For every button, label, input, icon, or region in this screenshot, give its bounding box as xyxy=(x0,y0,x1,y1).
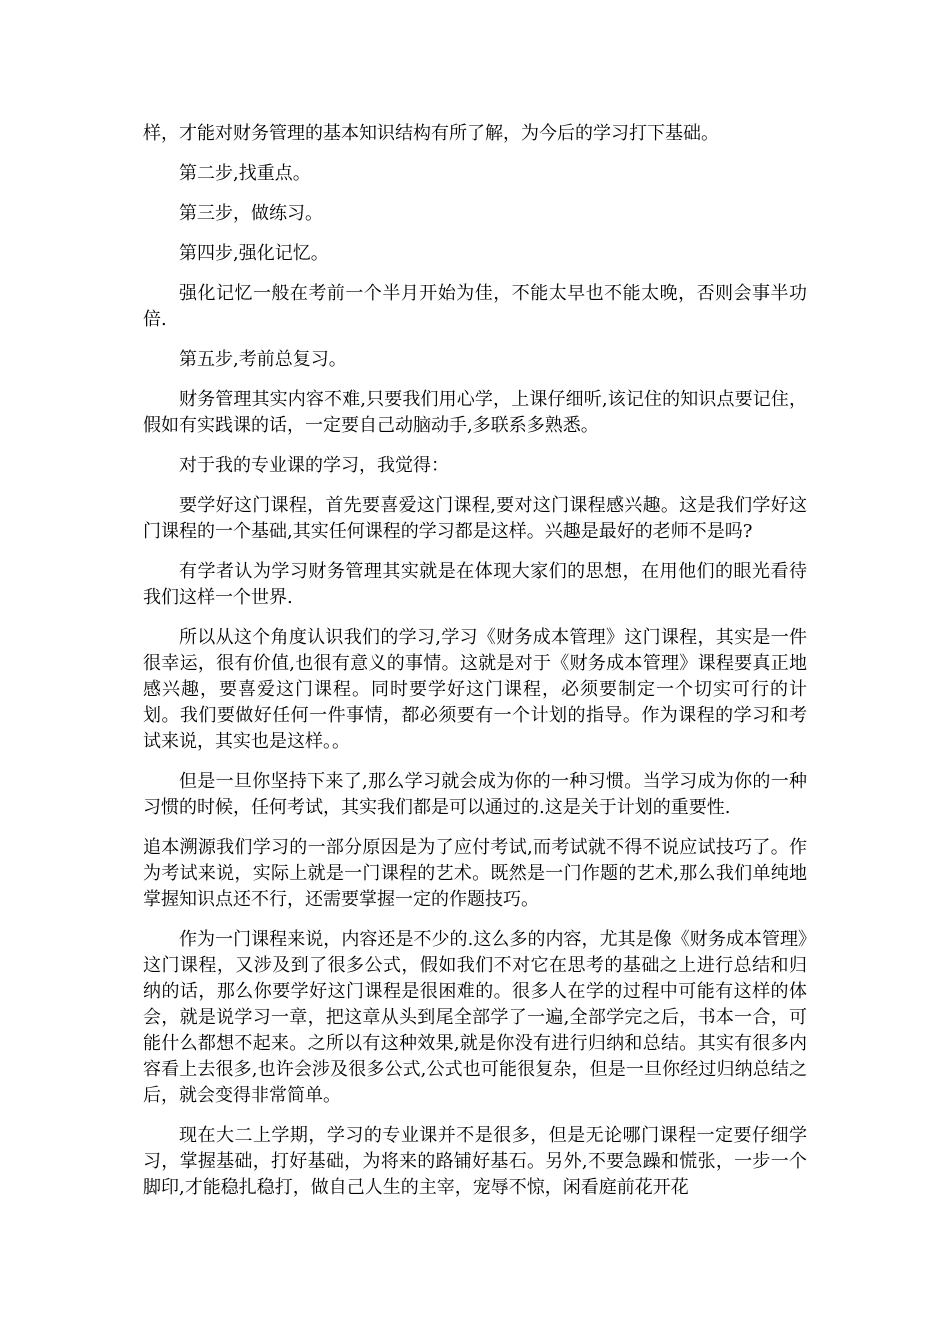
step-five-heading: 第五步,考前总复习。 xyxy=(179,349,347,370)
paragraph-finance-content: 财务管理其实内容不难,只要我们用心学，上课仔细听,该记住的知识点要记住，假如有实践课的话，一定要自己动脑动手,多联系多熟悉。 xyxy=(143,389,807,436)
paragraph-scholars: 有学者认为学习财务管理其实就是在体现大家们的思想，在用他们的眼光看待我们这样一个世界. xyxy=(143,561,807,608)
paragraph-exam-skills: 追本溯源我们学习的一部分原因是为了应付考试,而考试就不得不说应试技巧了。作为考试来说，实际上就是一门课程的艺术。既然是一门作题的艺术,那么我们单纯地掌握知识点还不行，还需要掌握一定的作题技巧。 xyxy=(143,837,807,910)
paragraph-sophomore: 现在大二上学期，学习的专业课并不是很多，但是无论哪门课程一定要仔细学习，掌握基础，打好基础，为将来的路铺好基石。另外,不要急躁和慌张，一步一个脚印,才能稳扎稳打，做自己人生的主宰，宠辱不惊，闲看庭前花开花 xyxy=(143,1125,807,1198)
paragraph-memory: 强化记忆一般在考前一个半月开始为佳，不能太早也不能太晚，否则会事半功倍. xyxy=(143,283,807,330)
step-two-heading: 第二步,找重点。 xyxy=(179,163,311,184)
paragraph-summary: 作为一门课程来说，内容还是不少的.这么多的内容，尤其是像《财务成本管理》这门课程，又涉及到了很多公式，假如我们不对它在思考的基础之上进行总结和归纳的话，那么你要学好这门课程是很困难的。很多人在学的过程中可能有这样的体会，就是说学习一章，把这章从头到尾全部学了一遍,全部学完之后，书本一合，可能什么都想不起来。之所以有这种效果,就是你没有进行归纳和总结。其实有很多内容看上去很多,也许会涉及很多公式,公式也可能很复杂，但是一旦你经过归纳总结之后，就会变得非常简单。 xyxy=(143,929,807,1106)
paragraph-plan: 所以从这个角度认识我们的学习,学习《财务成本管理》这门课程，其实是一件很幸运，很有价值,也很有意义的事情。这就是对于《财务成本管理》课程要真正地感兴趣，要喜爱这门课程。同时要学好这门课程，必须要制定一个切实可行的计划。我们要做好任何一件事情，都必须要有一个计划的指导。作为课程的学习和考试来说，其实也是这样。。 xyxy=(143,627,807,752)
step-four-heading: 第四步,强化记忆。 xyxy=(179,243,329,264)
paragraph-1: 样，才能对财务管理的基本知识结构有所了解，为今后的学习打下基础。 xyxy=(143,123,719,144)
step-three-heading: 第三步，做练习。 xyxy=(179,203,323,224)
paragraph-interest: 要学好这门课程，首先要喜爱这门课程,要对这门课程感兴趣。这是我们学好这门课程的一个基础,其实任何课程的学习都是这样。兴趣是最好的老师不是吗? xyxy=(143,495,807,542)
document-body xyxy=(143,121,807,1215)
paragraph-habit: 但是一旦你坚持下来了,那么学习就会成为你的一种习惯。当学习成为你的一种习惯的时候，任何考试，其实我们都是可以通过的.这是关于计划的重要性. xyxy=(143,771,807,818)
paragraph-major-intro: 对于我的专业课的学习，我觉得： xyxy=(179,455,449,476)
